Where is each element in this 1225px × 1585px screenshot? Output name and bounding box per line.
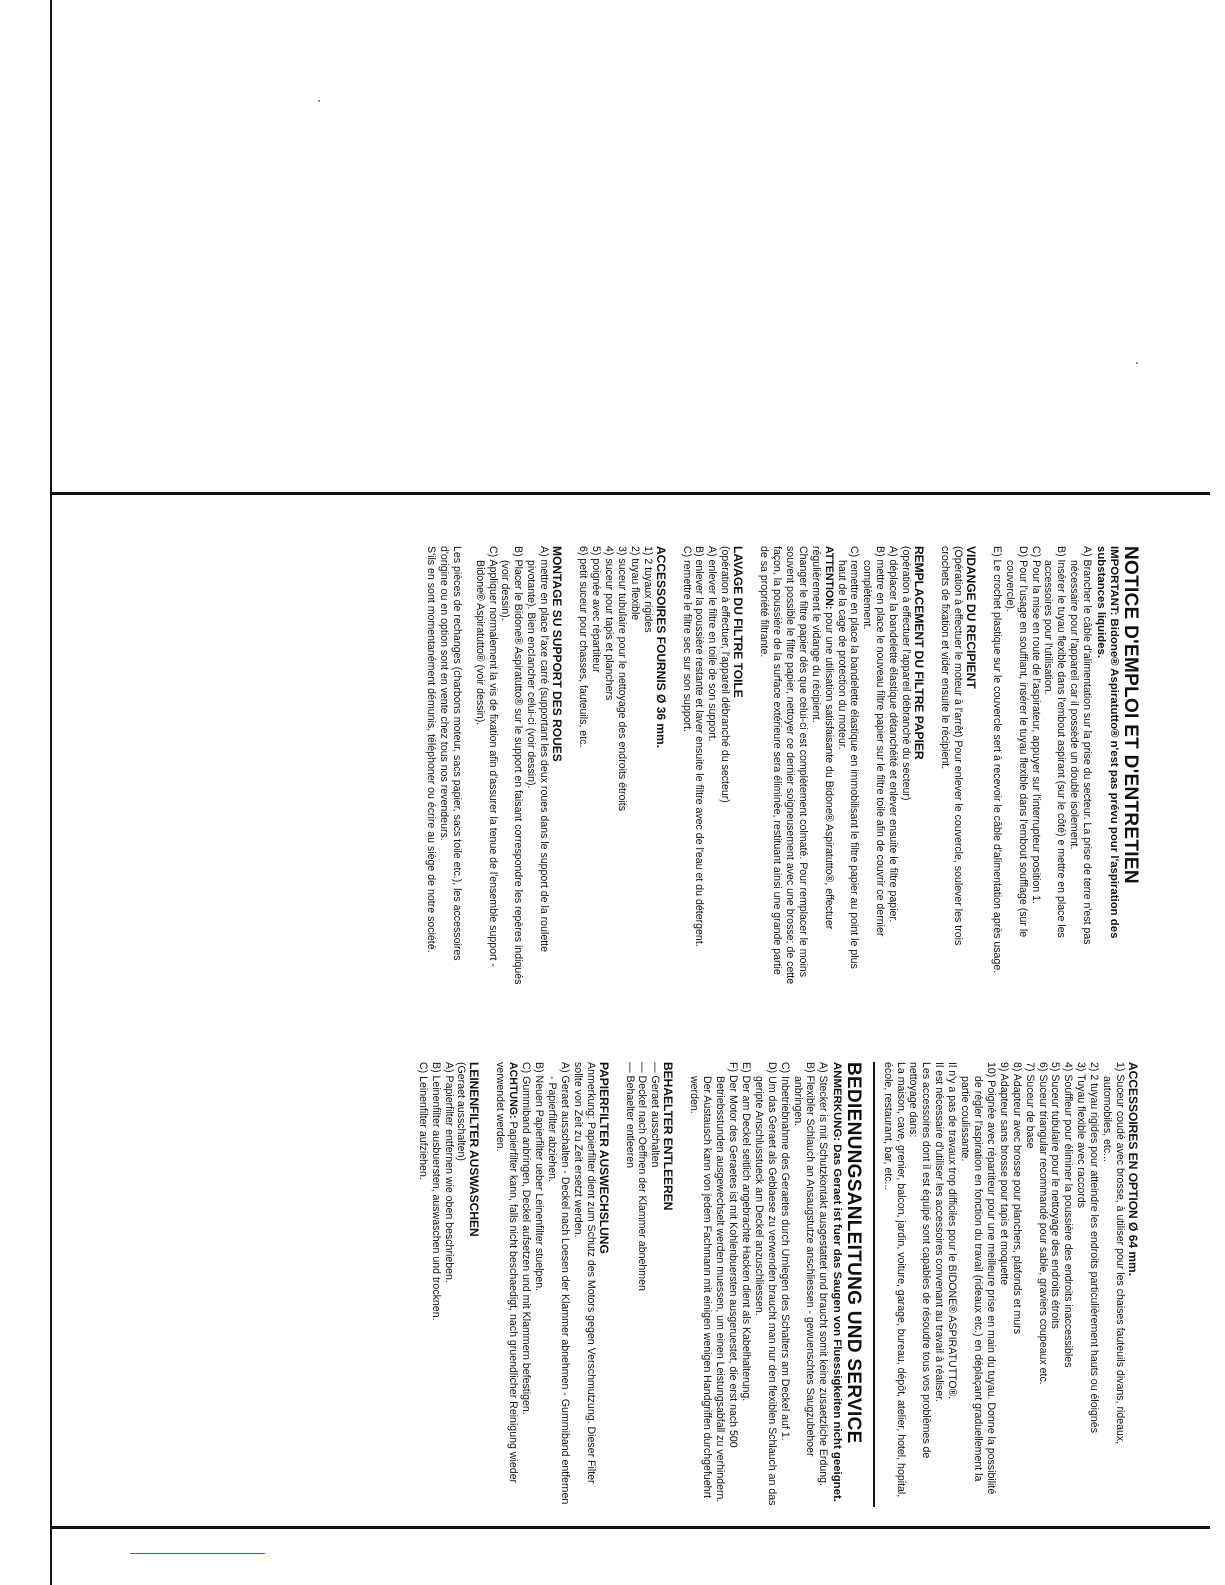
- papierfilter-item: A) Geraet ausschalten - Deckel nach Loesen der Klammer abnehmen - Gummiband entfernen - Papierfilter abziehen.: [545, 1062, 571, 1505]
- option-paragraph: La maison, cave, grenier, balcon, jardin, voiture, garage, bureau, dépôt, atelier, hotel, hopital, école, restaurant, bar, etc...: [881, 1062, 907, 1498]
- option-item: 6) Suceur triangular recommandé pour sable, graviers coupeaux etc.: [1036, 1062, 1049, 1385]
- papier-heading: REMPLACEMENT DU FILTRE PAPIER: [912, 546, 927, 760]
- german-item: E) Der am Deckel seitlich angebrachte Hacken dient als Kabelhalterung.: [739, 1062, 752, 1402]
- leinenfilter-item: B) Leinenfilter ausbuersten, auswaschen und trocknen.: [429, 1062, 442, 1321]
- option-item: 5) Suceur tubulaire pour le nettoyage des endroits étroits: [1049, 1062, 1062, 1329]
- papier-item: A) déplacer la bandelette élastique détanchéité et enlever ensuite le filtre papier.: [887, 546, 900, 923]
- papierfilter-note: Anmerkung: Papierfilter dient zum Schutz des Motors gegen Verschmutzung. Dieser Filter sollte von Zeit zu Zeit ersetzt werden.: [571, 1062, 597, 1484]
- language-divider: [873, 1062, 875, 1507]
- fournis-item: 4) suceur pour tapis et planchers: [602, 546, 615, 701]
- intro-item: C) Pour la mise en route de l'aspirateur, appuyer sur l'interrupteur position 1.: [1029, 546, 1042, 904]
- behaelter-item: — Geraet ausschalten: [649, 1062, 662, 1168]
- lavage-heading: LAVAGE DU FILTRE TOILE: [731, 546, 746, 698]
- vidange-text: (Opération à effectuer le moteur à l'arrêt) Pour enlever le couvercle, soulever les trois crochets de fixation et vider ensuite le récipient.: [939, 546, 964, 946]
- footer-link-underline: [130, 1553, 265, 1554]
- german-item: A) Stecker is mit Schutzkontakt ausgestattet und braucht somit keine zusaetzliche Erdung.: [817, 1062, 830, 1486]
- option-item: 9) Adapteur sans brosse pour tapis et moquette: [997, 1062, 1010, 1286]
- german-title: BEDIENUNGSANLEITUNG UND SERVICE: [842, 1062, 864, 1444]
- montage-item: C) Appliquer normalement la vis de fixation afin d'assurer la tenue de l'ensemble support - Bidone® Aspiratutto® (voir dessin).: [473, 546, 499, 967]
- lavage-subheading: (opération à effectuer, l'appareil débranché du secteur): [719, 546, 732, 803]
- german-item: D) Um das Geraet als Geblaese zu verwenden braucht man nur den flexiblen Schlauch an das geripte Anschlusstueck am Deckel anzuschliessen.: [752, 1062, 778, 1506]
- french-column: [424, 546, 1140, 986]
- intro-item: B) Insérer le tuyau flexible dans l'embout aspirant (sur le côté) e mettre en place les accessoires pour l'utilisation.: [1042, 546, 1068, 938]
- important-note: IMPORTANT: Bidone® Aspiratutto® n'est pas prévu pour l'aspiration des substances liquides.: [1094, 546, 1120, 939]
- lavage-item: B) enlever la poussière restante et laver ensuite le filtre avec de l'eau et du détergent.: [693, 546, 706, 947]
- speck: [318, 100, 320, 102]
- intro-item: A) Brancher le câble d'alimentation sur la prise du secteur. La prise de terre n'est pas nécessaire pour l'appareil car il possède un double isolement.: [1068, 546, 1094, 945]
- spare-parts-text: Les pièces de rechanges (charbons moteur, sacs papier, sacs toile etc.), les accessoires d'origine ou en option sont en vente chez tous nos revendeurs.: [437, 546, 463, 961]
- papierfilter-heading: PAPIERFILTER AUSWECHSLUNG: [596, 1062, 611, 1254]
- papier-item: B) mettre en place le nouveau filtre papier sur le filtre toile afin de couvrir ce dernier complètement.: [861, 546, 887, 937]
- french-title: NOTICE D'EMPLOI ET D'ENTRETIEN: [1120, 546, 1141, 884]
- lavage-item: A) enlever le filtre en toile de son support.: [706, 546, 719, 742]
- fournis-item: 2) tuyau flexible: [628, 546, 641, 621]
- montage-item: A) mettre en place l'axe carré (supportant les deux roues dans le support de la roulette pivotante). Bien encIancher celui-ci (voir dessin).: [525, 546, 551, 952]
- attention-note: [809, 546, 835, 986]
- montage-heading: MONTAGE SU SUPPORT DES ROUES: [550, 546, 565, 762]
- fournis-item: 6) petit suceur pour chasses, fauteuils, etc.: [577, 546, 590, 748]
- papier-after-text: Changer le filtre papier dès que celui-ci est complètement colmaté. Pour remplacer le moins souvent possible le filtre papier, nettoyer ce dernier soigneusement avec une brosse; de cette façon, la poussière de la surface extérieure sera éliminée, restituant ainsi une grande partie de sa propriété filtrante.: [758, 546, 809, 985]
- attention-label: ATTENTION:: [822, 546, 835, 610]
- fold-line: [50, 492, 1210, 495]
- intro-item: D) Pour l'usage en souffiant, insérer le tuyau flexible dans l'embout soufflage (sur le couvercle).: [1003, 546, 1029, 938]
- achtung-text: Papierfilter kann, falls nicht beschaedigt, nach gruendlicher Reinigung wieder verwendet werden.: [494, 1062, 520, 1484]
- intro-item: E) Le crochet plastique sur le couvercle sert à recevoir le câble d'alimentation après usage.: [990, 546, 1003, 974]
- papier-subheading: (opération à effectuer l'appareil débranché du secteur): [900, 546, 913, 801]
- attention-text: pour une utilisation satisfaisante du Bidone® Aspiratutto®, effectuer régulièrement le vidange du récipient.: [809, 546, 835, 930]
- german-item: F) Der Motor des Geraetes ist mit Kohlenbuersten ausgeruestet, die erst nach 500 Betriebsstunden ausgewechselt werden muessen, um einen Leistungsabfall zu verhindern. Der Austausch kann von jedem Fachmann mit einigen wenigen Handgriffen durchgefuehrt werden.: [688, 1062, 740, 1503]
- papierfilter-item: C) Gummiband anbringen, Deckel aufsetzen und mit Klammern befestigen.: [520, 1062, 533, 1415]
- behaelter-item: — Deckel nach Oeffnen der Klammer abnehmen: [636, 1062, 649, 1291]
- contact-text: S'ils en sont momentanément démunis, téléphoner ou écrire au siège de notre société.: [424, 546, 437, 953]
- option-item: 3) Tuyau flexible avec raccords: [1075, 1062, 1088, 1209]
- option-item: 4) Souffleur pour éliminer la poussière des endroits inaccessibles: [1062, 1062, 1075, 1368]
- achtung-note: [493, 1062, 519, 1507]
- german-item: B) Flexibler Schlauch an Ansaugstutze anschliessen - gewuenschtes Saugzubehoer anbringen.: [791, 1062, 817, 1457]
- vidange-heading: VIDANGE DU RECIPIENT: [963, 546, 978, 689]
- fournis-item: 1) 2 tuyaux rigides: [641, 546, 654, 633]
- speck: [1136, 362, 1138, 364]
- anmerkung-note: ANMERKUNG: Das Geraet ist fuer das Saugen von Fluessigkeiten nicht geeignet.: [830, 1062, 843, 1502]
- option-item: 2) 2 tuyau rigides pour atteindre les endroits particulièrement hauts ou éloignés: [1088, 1062, 1101, 1433]
- fournis-item: 3) suceur tubulaire pour le nettoyage des endroits étroits: [615, 546, 628, 811]
- leinenfilter-item: A) Papierfilter entfernen wie oben beschrieben.: [442, 1062, 455, 1283]
- option-paragraph: Il n'y a pas de travaux trop difficiles pour le BIDONE® ASPIRATUTTO®.: [946, 1062, 959, 1400]
- leinenfilter-subheading: (Geraet ausschalten): [455, 1062, 468, 1161]
- option-item: 1) Suceur coudé avec brosse, à utiliser pour les chaises fauteuils divans, rideaux, automobiles, etc...: [1101, 1062, 1126, 1445]
- option-item: 10) Poignée avec répartiteur pour une meilleure prise en main du tuyau. Donne la possibilité de régler l'aspiration en fonction du travail (rideaux etc.) en déplaçant graduellement la partie coulissante.: [959, 1062, 997, 1495]
- option-item: 8) Adapteur avec brosse pour planchers, plafonds et murs: [1010, 1062, 1023, 1335]
- montage-item: B) Placer le Bidone® Aspiratutto® sur le support en faisant correspondre les repères indiqués (voir dessin).: [499, 546, 525, 985]
- leinenfilter-item: C) Leinenfilter aufziehen.: [416, 1062, 429, 1180]
- papier-item: C) remettre en place la bandelette élastique en immobilisant le filtre papier au point le plus haut de la cage de protection du moteur.: [835, 546, 861, 969]
- bottom-border-line: [50, 1526, 1210, 1529]
- option-item: 7) Suceur de base: [1023, 1062, 1036, 1149]
- papierfilter-item: B) Neuen Papierfilter ueber Leinenfilter stuelpen.: [533, 1062, 546, 1292]
- german-item: C) Inbetriebnahme des Geraetes durch Umlegen des Schalters am Deckel auf 1.: [778, 1062, 791, 1441]
- options-heading: ACCESSOIRES EN OPTION Ø 64 mm.: [1126, 1062, 1140, 1277]
- lavage-item: C) remettre le filtre sec sur son support.: [680, 546, 693, 733]
- achtung-label: ACHTUNG:: [507, 1062, 520, 1119]
- options-german-column: [416, 1062, 1140, 1507]
- fournis-item: 5) poignée avec répartiteur: [590, 546, 602, 673]
- fournis-heading: ACCESSOIRES FOURNIS Ø 36 mm.: [653, 546, 668, 749]
- behaelter-item: — Behaelter entleeren: [623, 1062, 636, 1169]
- left-margin-line: [50, 0, 52, 1585]
- behaelter-heading: BEHAELTER ENTLEEREN: [661, 1062, 676, 1211]
- leinenfilter-heading: LEINENFILTER AUSWASCHEN: [467, 1062, 482, 1237]
- option-paragraph: Il est nécessaire d'utiliser les accessoires convenant au travail à réaliser.: [933, 1062, 946, 1403]
- option-paragraph: Les accessoires dont il est équipé sont capables de résoudre tous vos problèmes de nettoyage dans:: [907, 1062, 933, 1459]
